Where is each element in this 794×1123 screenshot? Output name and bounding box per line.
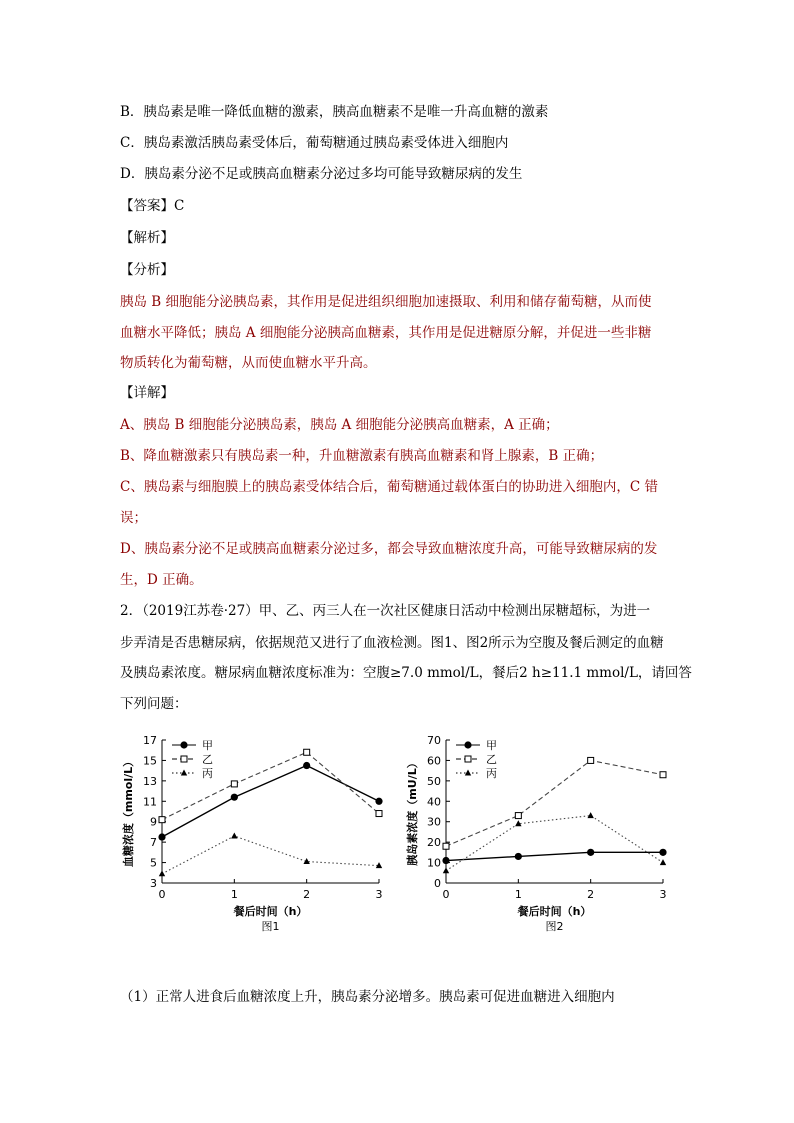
data-point-甲 (303, 762, 310, 769)
data-point-甲 (587, 849, 594, 856)
x-axis-label: 餐后时间（h） (233, 905, 308, 918)
legend-label: 甲 (202, 739, 213, 752)
detail-line-d2: 生，D 正确。 (120, 572, 203, 588)
analysis-line-2: 血糖水平降低；胰岛 A 细胞能分泌胰高血糖素，其作用是促进糖原分解，并促进一些非糖 (120, 325, 652, 341)
data-point-甲 (515, 853, 522, 860)
data-point-丙 (159, 870, 165, 876)
series-line-乙 (446, 760, 663, 846)
detail-line-b: B、降血糖激素只有胰岛素一种，升血糖激素有胰高血糖素和肾上腺素，B 正确； (120, 448, 604, 464)
legend-marker (465, 770, 471, 776)
question-line-1: 2．（2019江苏卷·27）甲、乙、丙三人在一次社区健康日活动中检测出尿糖超标，为进一 (120, 603, 651, 619)
series-line-甲 (162, 766, 379, 838)
detail-heading: 【详解】 (120, 385, 174, 401)
data-point-丙 (660, 859, 666, 865)
detail-line-a: A、胰岛 B 细胞能分泌胰岛素，胰岛 A 细胞能分泌胰高血糖素，A 正确； (120, 417, 559, 433)
y-tick-label: 10 (427, 856, 441, 870)
data-point-乙 (159, 817, 165, 823)
legend-marker (180, 741, 187, 748)
data-point-甲 (158, 833, 165, 840)
data-point-丙 (443, 867, 449, 873)
x-tick-label: 0 (158, 888, 166, 901)
chart-2-svg (404, 728, 684, 938)
legend-marker (465, 756, 471, 762)
y-tick-label: 0 (434, 877, 441, 890)
question-line-4: 下列问题： (120, 696, 188, 712)
x-tick-label: 2 (587, 888, 595, 901)
data-point-乙 (304, 749, 310, 755)
option-c: C．胰岛素激活胰岛素受体后，葡萄糖通过胰岛素受体进入细胞内 (120, 135, 509, 151)
y-tick-label: 17 (143, 734, 157, 747)
detail-line-d1: D、胰岛素分泌不足或胰高血糖素分泌过多，都会导致血糖浓度升高，可能导致糖尿病的发 (120, 541, 658, 557)
x-tick-label: 3 (659, 888, 667, 901)
data-point-乙 (376, 811, 382, 817)
legend-marker (181, 770, 187, 776)
y-tick-label: 9 (150, 815, 157, 829)
series-line-甲 (446, 852, 663, 860)
data-point-乙 (443, 843, 449, 849)
series-line-丙 (446, 816, 663, 871)
x-tick-label: 1 (230, 888, 238, 901)
detail-line-c2: 误； (120, 510, 147, 526)
data-point-丙 (587, 812, 593, 818)
chart-1 (120, 728, 400, 942)
y-tick-label: 50 (427, 774, 441, 788)
data-point-甲 (659, 849, 666, 856)
chart-caption: 图1 (261, 920, 280, 933)
y-tick-label: 3 (150, 877, 157, 890)
analysis-heading: 【解析】 (120, 230, 174, 246)
data-point-乙 (660, 772, 666, 778)
detail-line-c1: C、胰岛素与细胞膜上的胰岛素受体结合后，葡萄糖通过载体蛋白的协助进入细胞内，C 错 (120, 479, 658, 495)
chart-caption: 图2 (545, 920, 564, 933)
legend-label: 乙 (486, 753, 497, 766)
legend-marker (464, 741, 471, 748)
series-line-丙 (162, 836, 379, 874)
x-axis-label: 餐后时间（h） (517, 905, 592, 918)
data-point-甲 (231, 794, 238, 801)
y-tick-label: 15 (143, 754, 157, 768)
option-b: B．胰岛素是唯一降低血糖的激素，胰高血糖素不是唯一升高血糖的激素 (120, 104, 549, 120)
legend-marker (181, 756, 187, 762)
question-line-2: 步弄清是否患糖尿病，依据规范又进行了血液检测。图1、图2所示为空腹及餐后测定的血糖 (120, 635, 664, 651)
y-tick-label: 20 (427, 836, 441, 850)
y-tick-label: 11 (143, 795, 157, 809)
legend-label: 甲 (486, 739, 497, 752)
y-tick-label: 7 (150, 836, 157, 850)
data-point-甲 (442, 857, 449, 864)
question-line-3: 及胰岛素浓度。糖尿病血糖浓度标准为：空腹≥7.0 mmol/L，餐后2 h≥11.1 mmol/L，请回答 (120, 665, 692, 681)
y-axis-label: 血糖浓度（mmol/L） (122, 755, 135, 868)
data-point-甲 (375, 798, 382, 805)
y-tick-label: 5 (150, 856, 157, 870)
legend-label: 乙 (202, 753, 213, 766)
data-point-乙 (231, 781, 237, 787)
x-tick-label: 1 (514, 888, 522, 901)
analysis-line-3: 物质转化为葡萄糖，从而使血糖水平升高。 (120, 355, 377, 371)
y-tick-label: 70 (427, 734, 441, 747)
legend-label: 丙 (486, 767, 497, 780)
data-point-丙 (231, 833, 237, 839)
sub-question-1: （1）正常人进食后血糖浓度上升，胰岛素分泌增多。胰岛素可促进血糖进入细胞内 (120, 989, 615, 1005)
answer-label: 【答案】C (120, 198, 185, 214)
chart-2 (404, 728, 684, 942)
chart-1-svg (120, 728, 400, 938)
data-point-乙 (515, 813, 521, 819)
x-tick-label: 3 (375, 888, 383, 901)
y-tick-label: 30 (427, 815, 441, 829)
x-tick-label: 2 (303, 888, 311, 901)
data-point-乙 (588, 757, 594, 763)
y-axis-label: 胰岛素浓度（mU/L） (406, 757, 419, 866)
y-tick-label: 60 (427, 754, 441, 768)
option-d: D．胰岛素分泌不足或胰高血糖素分泌过多均可能导致糖尿病的发生 (120, 166, 523, 182)
analysis-line-1: 胰岛 B 细胞能分泌胰岛素，其作用是促进组织细胞加速摄取、利用和储存葡萄糖，从而使 (120, 294, 652, 310)
fenxi-heading: 【分析】 (120, 262, 174, 278)
y-tick-label: 13 (143, 774, 157, 788)
legend-label: 丙 (202, 767, 213, 780)
series-line-乙 (162, 752, 379, 819)
y-tick-label: 40 (427, 795, 441, 809)
x-tick-label: 0 (442, 888, 450, 901)
